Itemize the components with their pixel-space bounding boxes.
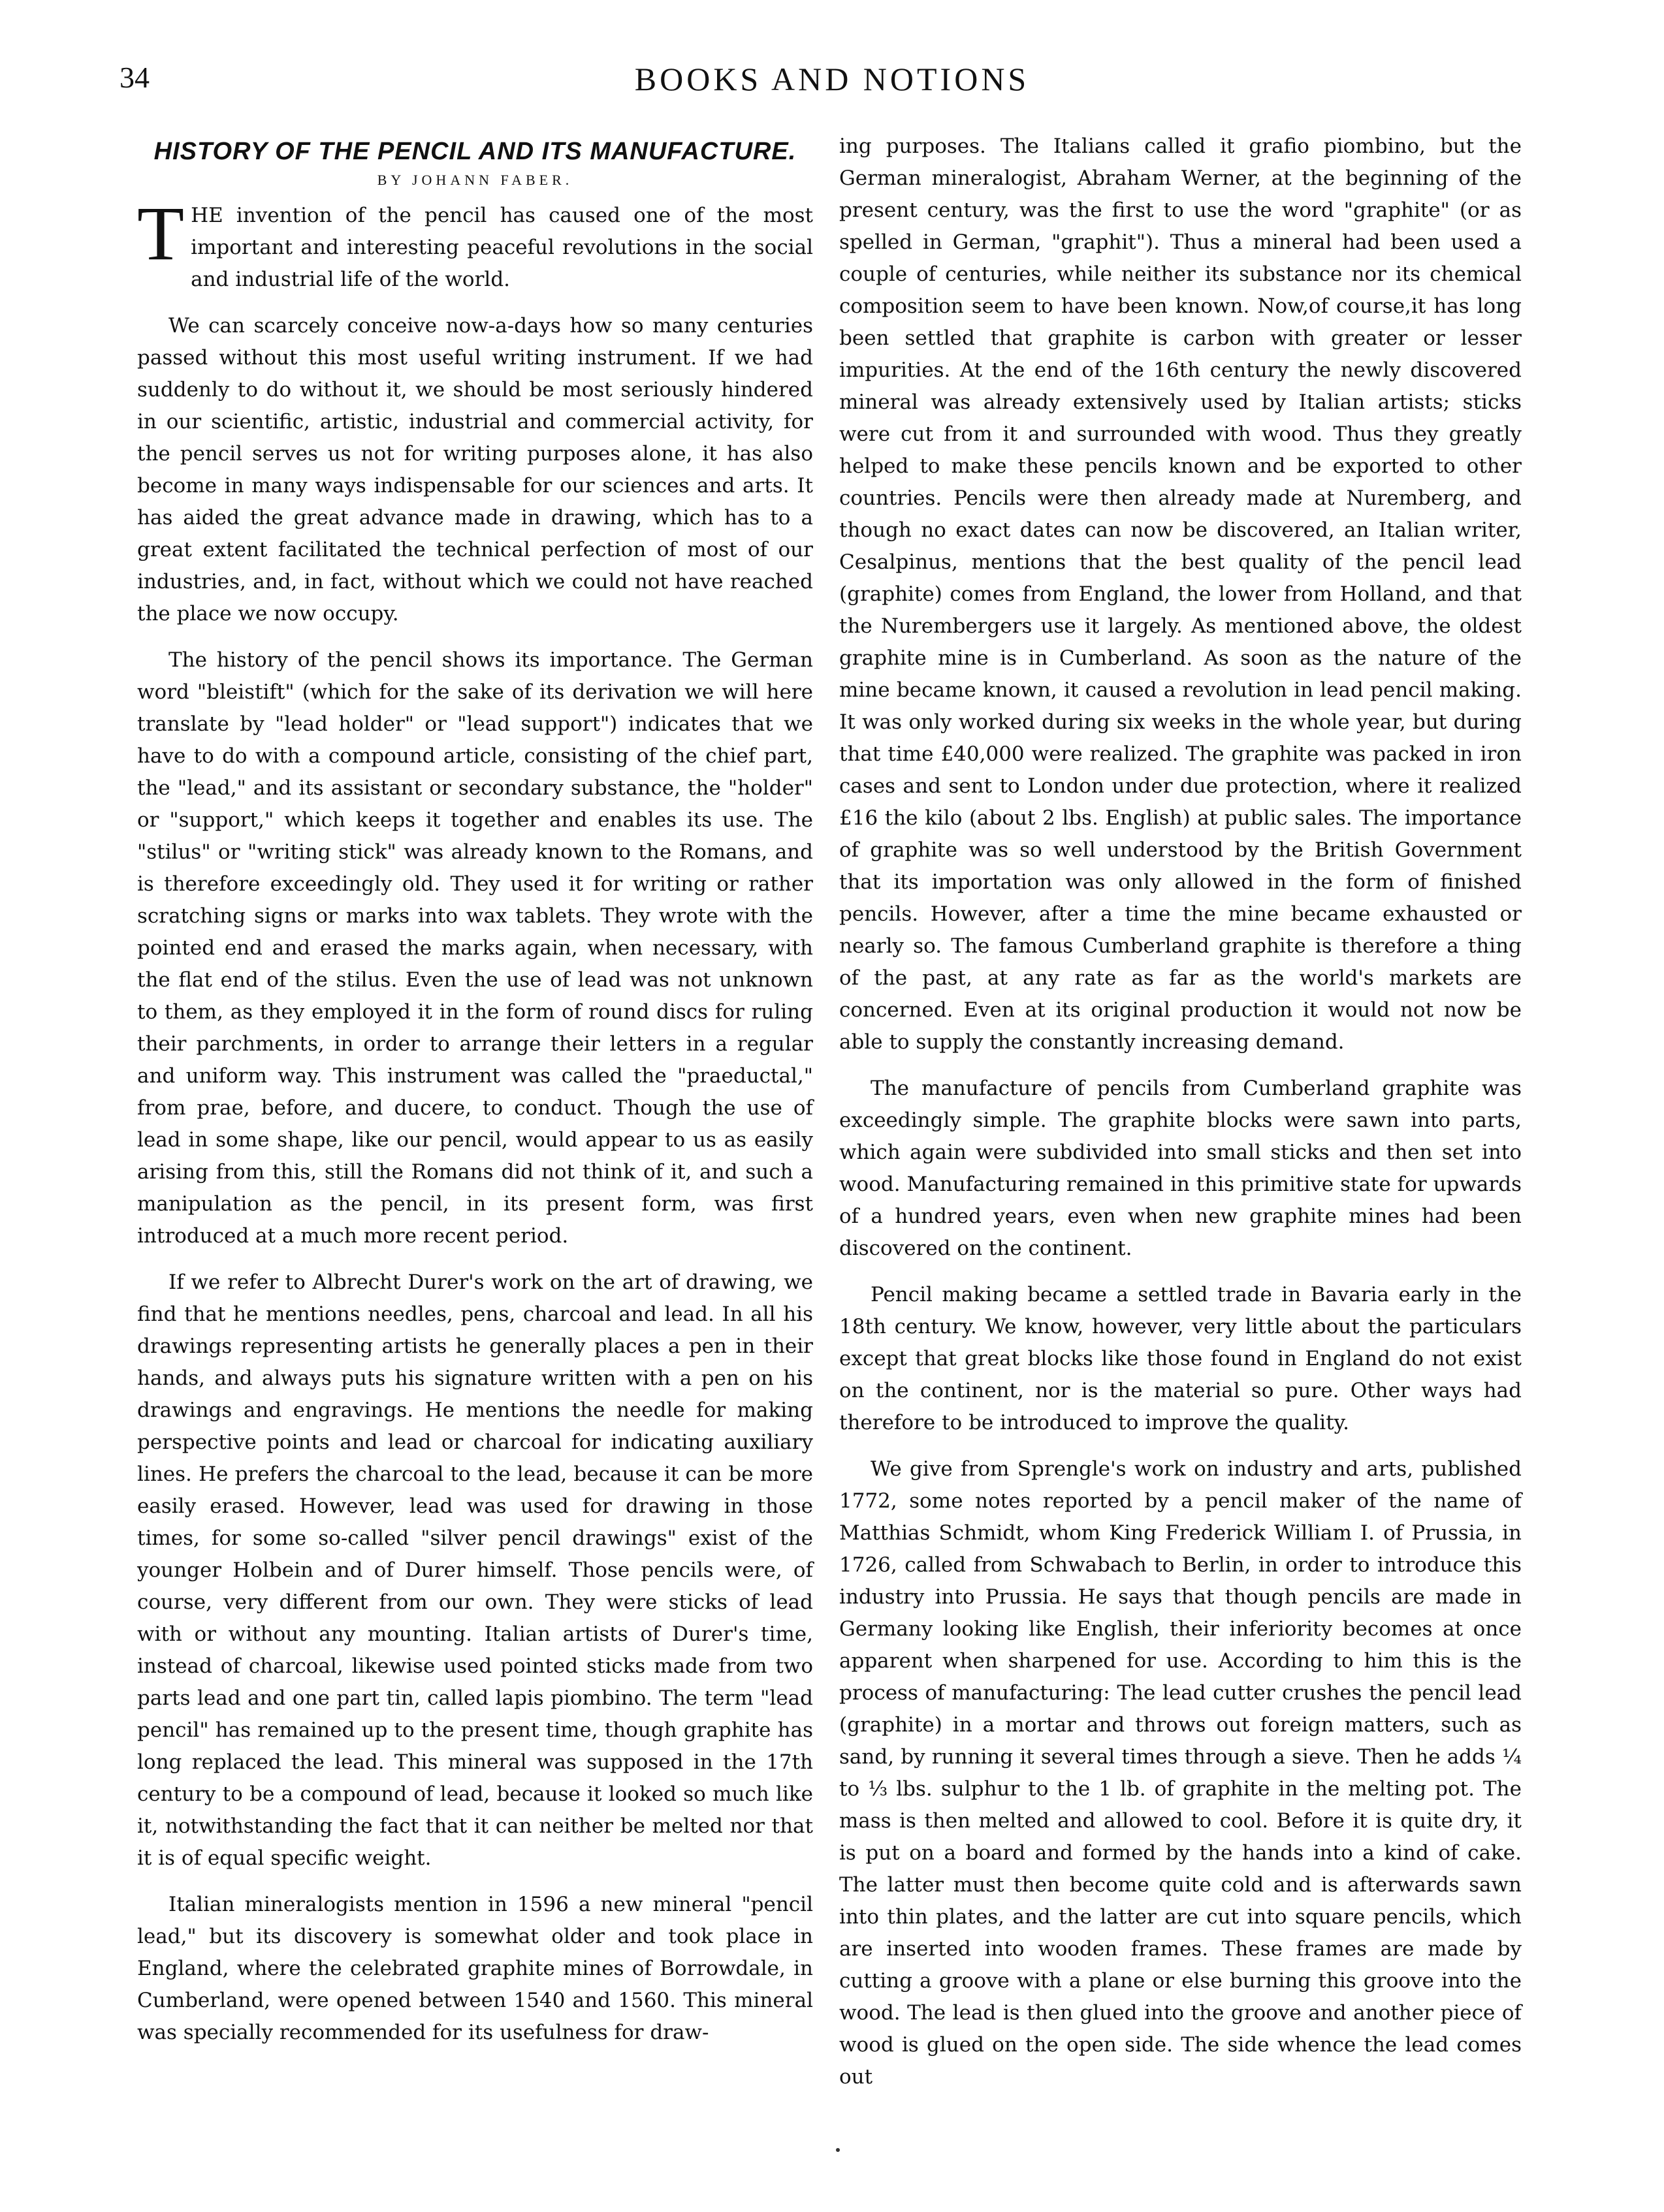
paragraph: The history of the pencil shows its importance. The German word "bleistift" (which for the sake of its derivation we will here translate by "lead holder" or "lead support") indicates that we have to do with a compound article, consisting of the chief part, the "lead," and its assistant or secondary substance, the "holder" or "support," which keeps it together and enables its use. The "stilus" or "writing stick" was already known to the Romans, and is therefore exceedingly old. They used it for writing or rather scratching signs or marks into wax tablets. They wrote with the pointed end and erased the marks again, when necessary, with the flat end of the stilus. Even the use of lead was not unknown to them, as they employed it in the form of round discs for ruling their parchments, in order to arrange their letters in a regular and uniform way. This instrument was called the "praeductal," from prae, before, and ducere, to conduct. Though the use of lead in some shape, like our pencil, would appear to us as easily arising from this, still the Romans did not think of it, and such a manipulation as the pencil, in its present form, was first introduced at a much more recent period.: [137, 648, 813, 1248]
paragraph: We can scarcely conceive now-a-days how so many centuries passed without this most useful writing instrument. If we had suddenly to do without it, we should be most seriously hindered in our scientific, artistic, industrial and commercial activity, for the pencil serves us not for writing purposes alone, it has also become in many ways indispensable for our sciences and arts. It has aided the great advance made in drawing, which has to a great extent facilitated the technical perfection of most of our industries, and, in fact, without which we could not have reached the place we now occupy.: [137, 314, 813, 625]
paragraph: Italian mineralogists mention in 1596 a new mineral "pencil lead," but its discovery is somewhat older and took place in England, where the celebrated graphite mines of Borrowdale, in Cumberland, were opened between 1540 and 1560. This mineral was specially recommended for its usefulness for draw-: [137, 1893, 813, 2044]
left-column: [137, 131, 813, 2063]
article-byline: BY JOHANN FABER.: [377, 172, 573, 188]
paragraph: Pencil making became a settled trade in Bavaria early in the 18th century. We know, however, very little about the particulars except that great blocks like those found in England do not exist on the continent, nor is the material so pure. Other ways had therefore to be introduced to improve the quality.: [839, 1283, 1522, 1434]
drop-cap: T: [137, 191, 185, 276]
paragraph: We give from Sprengle's work on industry and arts, published 1772, some notes reported by a pencil maker of the name of Matthias Schmidt, whom King Frederick William I. of Prussia, in 1726, called from Schwabach to Berlin, in order to introduce this industry into Prussia. He says that though pencils are made in Germany looking like English, their inferiority becomes at once apparent when sharpened for use. According to him this is the process of manufacturing: The lead cutter crushes the pencil lead (graphite) in a mortar and throws out foreign matters, such as sand, by running it several times through a sieve. Then he adds ¼ to ⅓ lbs. sulphur to the 1 lb. of graphite in the melting pot. The mass is then melted and allowed to cool. Before it is quite dry, it is put on a board and formed by the hands into a kind of cake. The latter must then become quite cold and is afterwards sawn into thin plates, and the latter are cut into square pencils, which are inserted into wooden frames. These frames are made by cutting a groove with a plane or else burning this groove into the wood. The lead is then glued into the groove and another piece of wood is glued on the open side. The side whence the lead comes out: [839, 1457, 1522, 2089]
right-column: [839, 131, 1522, 2108]
page-number: 34: [120, 61, 150, 94]
footer-dot: [836, 2148, 840, 2152]
paragraph: If we refer to Albrecht Durer's work on the art of drawing, we find that he mentions needles, pens, charcoal and lead. In all his drawings representing artists he generally places a pen in their hands, and always puts his signature written with a pen on his drawings and engravings. He mentions the needle for making perspective points and lead or charcoal for indicating auxiliary lines. He prefers the charcoal to the lead, because it can be more easily erased. However, lead was used for drawing in those times, for some so-called "silver pencil drawings" exist of the younger Holbein and of Durer himself. Those pencils were, of course, very different from our own. They were sticks of lead with or without any mounting. Italian artists of Durer's time, instead of charcoal, likewise used pointed sticks made from two parts lead and one part tin, called lapis piombino. The term "lead pencil" has remained up to the present time, though graphite has long replaced the lead. This mineral was supposed in the 17th century to be a compound of lead, because it looked so much like it, notwithstanding the fact that it can neither be melted nor that it is of equal specific weight.: [137, 1271, 813, 1870]
paragraph: ing purposes. The Italians called it grafio piombino, but the German mineralogist, Abraham Werner, at the beginning of the present century, was the first to use the word "graphite" (or as spelled in German, "graphit"). Thus a mineral had been used a couple of centuries, while neither its substance nor its chemical composition seem to have been known. Now,of course,it has long been settled that graphite is carbon with greater or lesser impurities. At the end of the 16th century the newly discovered mineral was already extensively used by Italian artists; sticks were cut from it and surrounded with wood. Thus they greatly helped to make these pencils known and be exported to other countries. Pencils were then already made at Nuremberg, and though no exact dates can now be discovered, an Italian writer, Cesalpinus, mentions that the best quality of the pencil lead (graphite) comes from England, the lower from Holland, and that the Nurembergers use it largely. As mentioned above, the oldest graphite mine is in Cumberland. As soon as the nature of the mine became known, it caused a revolution in lead pencil making. It was only worked during six weeks in the whole year, but during that time £40,000 were realized. The graphite was packed in iron cases and sent to London under due protection, where it realized £16 the kilo (about 2 lbs. English) at public sales. The importance of graphite was so well understood by the British Government that its importation was only allowed in the form of finished pencils. However, after a time the mine became exhausted or nearly so. The famous Cumberland graphite is therefore a thing of the past, at any rate as far as the world's markets are concerned. Even at its original production it would not now be able to supply the constantly increasing demand.: [839, 134, 1522, 1054]
paragraph-text: HE invention of the pencil has caused one of the most important and interesting peaceful revolutions in the social and industrial life of the world.: [191, 204, 813, 291]
paragraph: The manufacture of pencils from Cumberland graphite was exceedingly simple. The graphite blocks were sawn into parts, which again were subdivided into small sticks and then set into wood. Manufacturing remained in this primitive state for upwards of a hundred years, even when new graphite mines had been discovered on the continent.: [839, 1077, 1522, 1260]
running-title: BOOKS AND NOTIONS: [634, 61, 1030, 97]
article-title: HISTORY OF THE PENCIL AND ITS MANUFACTURE.: [153, 138, 797, 165]
paragraph: [137, 191, 813, 296]
